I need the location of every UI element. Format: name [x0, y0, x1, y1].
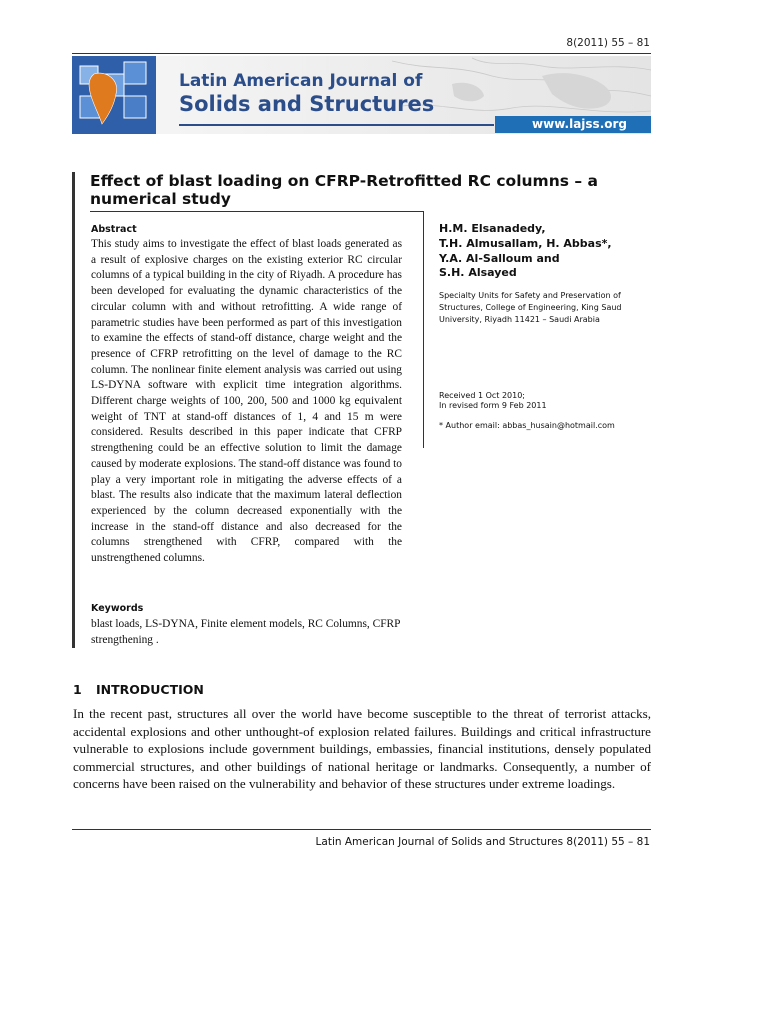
- keywords-text: blast loads, LS-DYNA, Finite element models, RC Columns, CFRP strengthening .: [91, 618, 401, 646]
- section-heading-introduction: INTRODUCTION: [96, 682, 204, 697]
- author-affiliation: Specialty Units for Safety and Preservation of Structures, College of Engineering, King Saud University, Riyadh 11421 – Saudi Arabia: [439, 291, 622, 324]
- banner-title-underline: [179, 124, 494, 126]
- author-line: S.H. Alsayed: [439, 266, 517, 280]
- author-email: * Author email: abbas_husain@hotmail.com: [439, 421, 615, 430]
- footer-rule: [72, 829, 651, 830]
- author-line: T.H. Almusallam, H. Abbas*,: [439, 236, 612, 250]
- author-line: Y.A. Al-Salloum and: [439, 251, 560, 265]
- abstract-top-rule: [90, 211, 424, 212]
- author-list: [439, 222, 659, 281]
- abstract-text: This study aims to investigate the effect of blast loads generated as a result of explosive charges on the existing exterior RC circular columns of a typical building in the city of Riyadh. A procedure has been developed for evaluating the dynamic characteristics of the circular column with and without retrofitting. A wide range of parametric studies have been performed as part of this investigation to examine the effects of stand-off distance, charge weight and the presence of CFRP retrofitting on the level of damage to the RC column. The nonlinear finite element analysis was carried out using LS-DYNA software with explicit time integration algorithms. Different charge weights of 100, 200, 500 and 1000 kg equivalent weight of TNT at stand-off distances of 1, 4 and 15 m were considered. Results described in this paper indicate that CFRP strengthening could be an effective solution to limit the damage caused by moderate explosions. The stand-off distance was found to play a very important role in mitigating the adverse effects of a blast. The results also indicate that the maximum lateral deflection experienced by the column decreased exponentially with the increase in the stand-off distance and also decreased for the columns strengthened with CFRP, compared with the unstrengthened columns.: [91, 238, 402, 565]
- page-reference: 8(2011) 55 – 81: [566, 37, 650, 49]
- received-dates: [439, 391, 547, 411]
- journal-banner: [72, 56, 651, 134]
- received-date: Received 1 Oct 2010;: [439, 391, 526, 400]
- journal-title-line1: Latin American Journal of: [179, 71, 423, 91]
- abstract-side-rule: [423, 211, 424, 448]
- abstract-heading: Abstract: [91, 224, 137, 235]
- introduction-paragraph: In the recent past, structures all over the world have become susceptible to the threat of terrorist attacks, accidental explosions and other unthought-of explosion related failures. Buildings and critical infrastructure vulnerable to explosions include government buildings, embassies, financial institutions, densely populated commercial structures, and other buildings of national heritage or landmarks. Consequently, a number of concerns have been raised on the vulnerability and behavior of these structures under extreme loadings.: [73, 706, 651, 792]
- revised-date: In revised form 9 Feb 2011: [439, 401, 547, 410]
- keywords-heading: Keywords: [91, 603, 144, 614]
- journal-title-line2: Solids and Structures: [179, 92, 435, 116]
- section-number: 1: [73, 682, 82, 697]
- header-rule: [72, 53, 651, 54]
- page-footer: Latin American Journal of Solids and Structures 8(2011) 55 – 81: [315, 836, 650, 848]
- journal-website-link[interactable]: www.lajss.org: [495, 116, 651, 133]
- author-line: H.M. Elsanadedy,: [439, 222, 546, 235]
- article-title: Effect of blast loading on CFRP-Retrofitted RC columns – a numerical study: [90, 172, 598, 208]
- article-left-bar: [72, 172, 75, 648]
- journal-logo-icon: [72, 56, 156, 134]
